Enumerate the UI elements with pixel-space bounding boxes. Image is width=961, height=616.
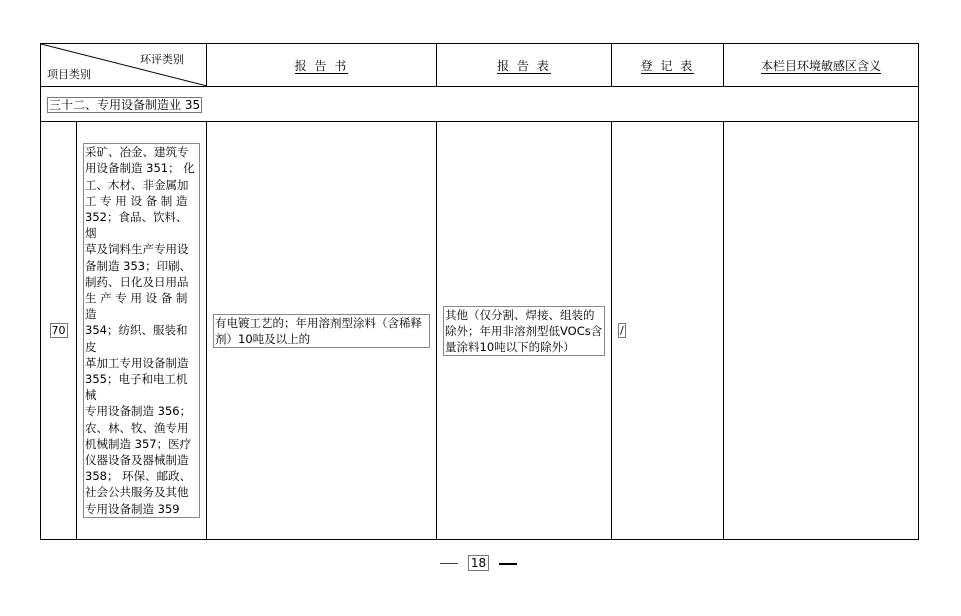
section-row: [41, 87, 919, 122]
header-row: [41, 44, 919, 87]
footer-dash-right: [499, 563, 517, 565]
report-form-text: 其他（仅分割、焊接、组装的除外；年用非溶剂型低VOCs含量涂料10吨以下的除外）: [443, 306, 605, 356]
diagonal-header-cell: [41, 44, 207, 87]
diagonal-top-label: 环评类别: [140, 53, 184, 66]
category-text: 采矿、冶金、建筑专 用设备制造 351； 化 工、木材、非金属加 工 专 用 设 备 制 造 352；食品、饮料、烟 草及饲料生产专用设 备制造 353；印刷、 制药、日化及日用品 生 产 专 用 设 备 制 造 354；纺织、服装和皮 革加工专用设备制造 355；电子和电工机械 专用设备制造 356； 农、林、牧、渔专用 机械制造 357；医疗 仪器设备及器械制造 358； 环保、邮政、 社会公共服务及其他 专用设备制造 359: [83, 143, 200, 518]
row-number: 70: [41, 122, 77, 540]
page-number: 18: [468, 555, 489, 571]
header-report-form: 报 告 表: [437, 44, 612, 87]
header-report-book: 报 告 书: [207, 44, 437, 87]
classification-table: [40, 43, 919, 540]
table-row: [41, 122, 919, 540]
section-title: 三十二、专用设备制造业 35: [41, 87, 919, 122]
registration-cell: [612, 122, 724, 540]
diagonal-bottom-label: 项目类别: [47, 68, 91, 81]
report-book-cell: [207, 122, 437, 540]
footer-dash-left: [440, 563, 458, 564]
header-registration: 登 记 表: [612, 44, 724, 87]
report-book-text: 有电镀工艺的；年用溶剂型涂料（含稀释剂）10吨及以上的: [213, 314, 430, 348]
report-form-cell: [437, 122, 612, 540]
sensitive-area-cell: [724, 122, 919, 540]
page-footer: [440, 556, 517, 570]
category-cell: [77, 122, 207, 540]
header-sensitive-area: 本栏目环境敏感区含义: [724, 44, 919, 87]
registration-mark: /: [620, 324, 624, 337]
